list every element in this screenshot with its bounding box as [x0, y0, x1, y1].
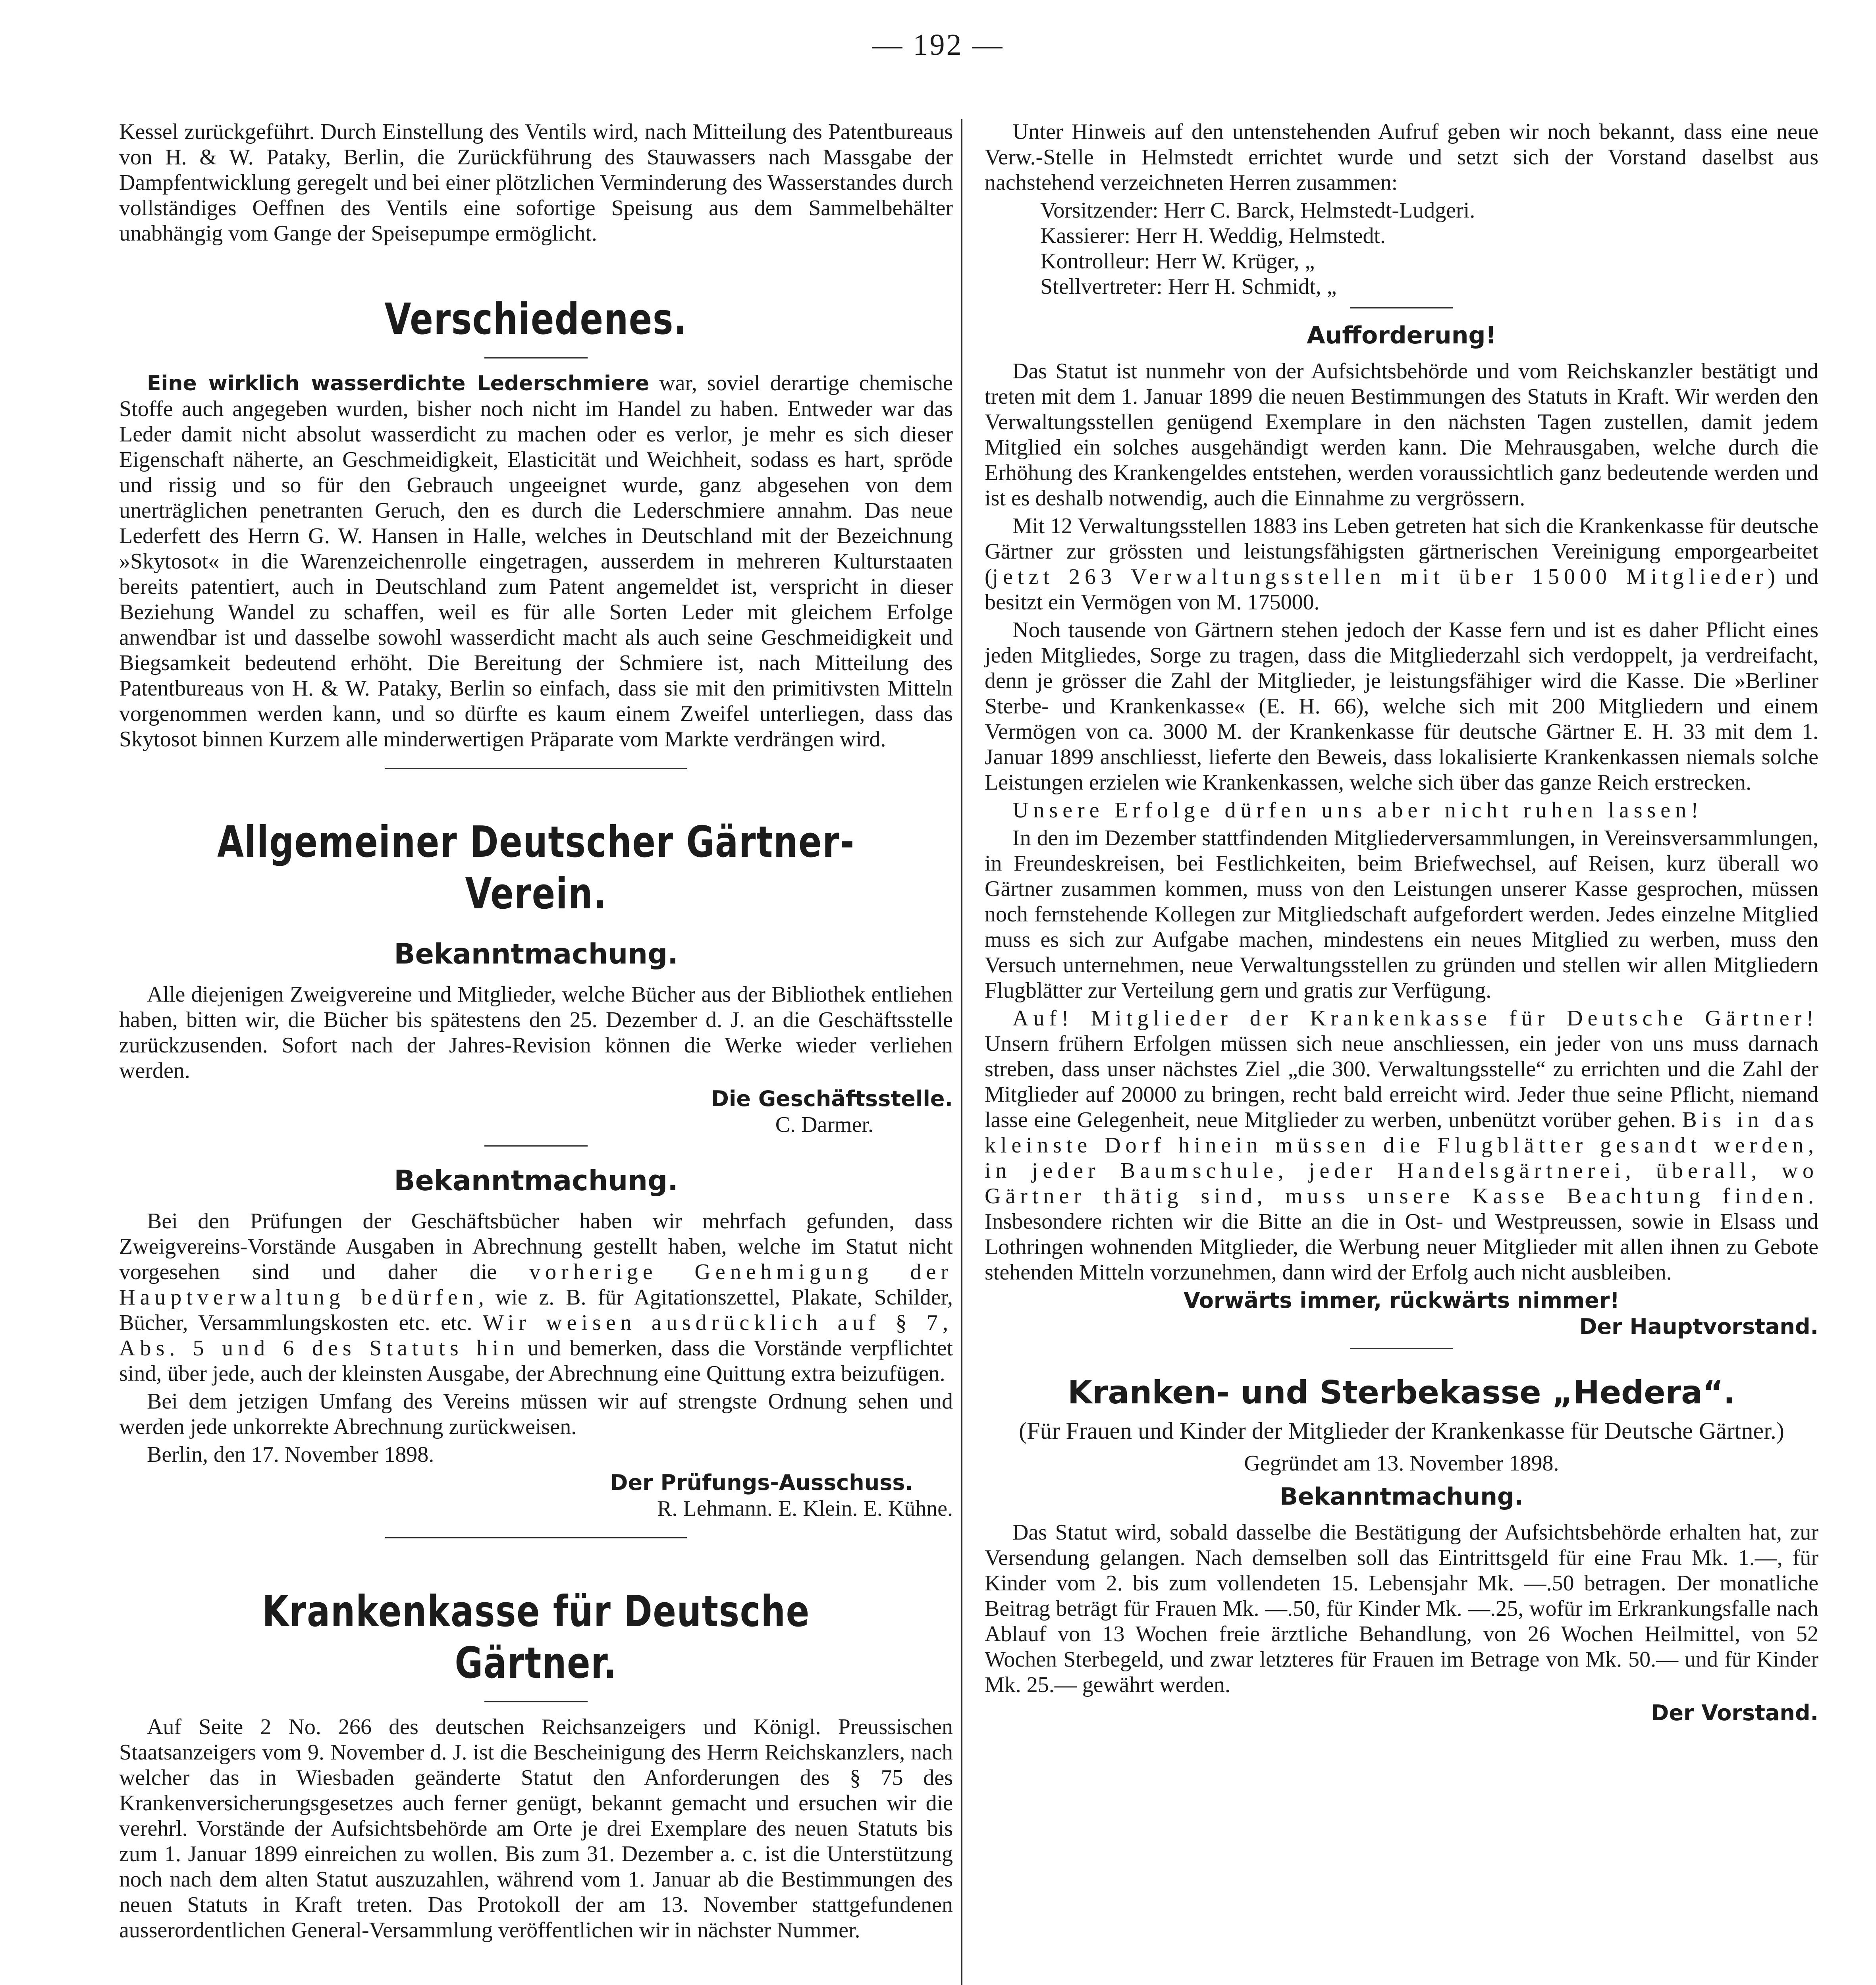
- aufforderung-paragraph-5: In den im Dezember stattfindenden Mitgliederversammlungen, in Vereinsversammlungen, in Freundeskreisen, bei Festlichkeiten, beim Briefwechsel, auf Reisen, kurz überall wo Gärtner zusammen kommen, muss von den Leistungen unserer Kasse gesprochen, müssen noch fernstehende Kollegen zur Mitgliedschaft aufgefordert werden. Jedes einzelne Mitglied muss es sich zur Aufgabe machen, mindestens ein neues Mitglied zu werben, muss den Versuch unternehmen, neue Verwaltungsstellen zu gründen und stellen wir allen Mitgliedern Flugblätter zur Verteilung gern und gratis zur Verfügung.: [985, 826, 1818, 1003]
- hedera-bekanntmachung-title: Bekanntmachung.: [1280, 1483, 1523, 1511]
- divider-rule: [484, 357, 588, 358]
- divider-rule: [484, 1145, 588, 1147]
- bekanntmachung-1-signature: Die Geschäftsstelle.: [711, 1086, 953, 1111]
- officer-line: Vorsitzender: Herr C. Barck, Helmstedt-Ludgeri.: [1040, 198, 1475, 223]
- divider-rule: [1350, 307, 1453, 308]
- column-divider: [961, 119, 962, 1985]
- divider-rule: [385, 768, 687, 769]
- hauptvorstand-signature: Der Hauptvorstand.: [1579, 1314, 1818, 1339]
- section-title-verein: Allgemeiner Deutscher Gärtner-Verein.: [217, 817, 855, 919]
- bek2-spaced-2: Wir weisen ausdrücklich auf § 7, Abs. 5 und 6 des Statuts hin: [119, 1310, 953, 1361]
- auf-p6-a: Unsern frühern Erfolgen müssen sich neue anschliessen, ein jeder von uns muss darnach streben, dass unser nächstes Ziel „die 300. Verwaltungsstelle“ zu errichten und die Zahl der Mitglieder auf 20000 zu bringen, recht bald erreicht wird. Jeder thue seine Pflicht, niemand lasse eine Gelegenheit, neue Mitglieder zu werben, unbenützt vorüber gehen.: [985, 1031, 1818, 1132]
- bekanntmachung-2-text-d: Bei dem jetzigen Umfang des Vereins müssen wir auf strengste Ordnung sehen und werden jede unkorrekte Abrechnung zurückweisen.: [119, 1389, 953, 1439]
- bekanntmachung-2-paragraph: [119, 1208, 953, 1386]
- aufforderung-paragraph-2: [985, 513, 1818, 615]
- hedera-paragraph: Das Statut wird, sobald dasselbe die Bestätigung der Aufsichtsbehörde erhalten hat, zur Versendung gelangen. Nach demselben soll das Eintrittsgeld für eine Frau Mk. 1.—, für Kinder vom 2. bis zum vollendeten 15. Lebensjahr Mk. —.50 betragen. Der monatliche Beitrag beträgt für Frauen Mk. —.50, für Kinder Mk. —.25, wofür im Erkrankungsfalle nach Ablauf von 13 Wochen freie ärztliche Behandlung, von 26 Wochen Heilmittel, von 52 Wochen Sterbegeld, und zwar letzteres für Frauen im Betrage von Mk. 50.— und für Kinder Mk. 25.— gewährt werden.: [985, 1520, 1818, 1697]
- lederschmiere-lead: Eine wirklich wasserdichte Lederschmiere: [147, 372, 650, 395]
- motto: Vorwärts immer, rückwärts nimmer!: [1183, 1288, 1620, 1313]
- hedera-signature: Der Vorstand.: [1651, 1700, 1818, 1725]
- hinweis-paragraph: Unter Hinweis auf den untenstehenden Aufruf geben wir noch bekannt, dass eine neue Verw.-Stelle in Helmstedt errichtet wurde und setzt sich der Vorstand daselbst aus nachstehend verzeichneten Herren zusammen:: [985, 119, 1818, 195]
- officer-line: Kontrolleur: Herr W. Krüger, „: [1040, 249, 1315, 274]
- divider-rule: [484, 1701, 588, 1702]
- bekanntmachung-1-text: Alle diejenigen Zweigvereine und Mitglieder, welche Bücher aus der Bibliothek entliehen haben, bitten wir, die Bücher bis spätestens den 25. Dezember d. J. an die Geschäftsstelle zurückzusenden. Sofort nach der Jahres-Revision können die Werke wieder verliehen werden.: [119, 982, 953, 1083]
- auf-p6-b: Insbesondere richten wir die Bitte an die in Ost- und Westpreussen, sowie in Elsass und Lothringen wohnenden Mitglieder, die Werbung neuer Mitglieder mit allen ihnen zu Gebote stehenden Mitteln vorzunehmen, dann wird der Erfolg auch nicht ausbleiben.: [985, 1209, 1818, 1285]
- officer-line: Stellvertreter: Herr H. Schmidt, „: [1040, 274, 1337, 299]
- bekanntmachung-2-title: Bekanntmachung.: [394, 1164, 678, 1197]
- bekanntmachung-1-title: Bekanntmachung.: [394, 938, 678, 970]
- auf-p6-spaced-2: Bis in das kleinste Dorf hinein müssen die Flugblätter gesandt werden, in jeder Baumschule, jeder Handelsgärtnerei, überall, wo Gärtner thätig sind, muss unsere Kasse Beachtung finden.: [985, 1108, 1818, 1208]
- aufforderung-paragraph-1: Das Statut ist nunmehr von der Aufsichtsbehörde und vom Reichskanzler bestätigt und treten mit dem 1. Januar 1899 die neuen Bestimmungen des Statuts in Kraft. Wir werden den Verwaltungsstellen genügend Exemplare in den nächsten Tagen zustellen, damit jedem Mitglied ein solches ausgehändigt werden kann. Die Mehrausgaben, welche durch die Erhöhung des Krankengeldes entstehen, werden voraussichtlich ganz bedeutende werden und ist es deshalb notwendig, auch die Einnahme zu vergrössern.: [985, 359, 1818, 511]
- left-column: [119, 119, 953, 1945]
- aufforderung-paragraph-4: Unsere Erfolge dürfen uns aber nicht ruhen lassen!: [1012, 798, 1703, 823]
- aufforderung-title: Aufforderung!: [1307, 322, 1496, 349]
- bek2-text-c: und bemerken, dass die Vorstände verpflichtet sind, über jede, auch der kleinsten Ausgabe, der Abrechnung eine Quittung extra beizufügen.: [119, 1336, 953, 1386]
- right-column: [985, 119, 1818, 1726]
- hedera-subtitle: (Für Frauen und Kinder der Mitglieder der Krankenkasse für Deutsche Gärtner.): [1019, 1418, 1784, 1444]
- divider-rule: [385, 1537, 687, 1538]
- bekanntmachung-1-name: C. Darmer.: [775, 1112, 873, 1137]
- aufforderung-paragraph-6: [985, 1006, 1818, 1285]
- auf-p2-a: Mit 12 Verwaltungsstellen 1883 ins Leben getreten hat sich die Krankenkasse für deutsche Gärtner zur grössten und leistungsfähigsten gärtnerischen Vereinigung emporgearbeitet (: [985, 514, 1818, 589]
- page-number: — 192 —: [872, 28, 1004, 62]
- officer-line: Kassierer: Herr H. Weddig, Helmstedt.: [1040, 224, 1386, 248]
- auf-p2-b: ) und besitzt ein Vermögen von M. 175000.: [985, 565, 1818, 615]
- hedera-title: Kranken- und Sterbekasse „Hedera“.: [1067, 1374, 1736, 1411]
- bekanntmachung-2-signature: Der Prüfungs-Ausschuss.: [610, 1470, 913, 1495]
- lederschmiere-paragraph: [119, 370, 953, 752]
- bek2-text-b: , wie z. B. für Agitationszettel, Plakate, Schilder, Bücher, Versammlungskosten etc. etc.: [119, 1285, 953, 1335]
- auf-p2-spaced: jetzt 263 Verwaltungsstellen mit über 15000 Mitglieder: [992, 565, 1768, 589]
- lederschmiere-text: war, soviel derartige chemische Stoffe auch angegeben wurden, bisher noch nicht im Handel zu haben. Entweder war das Leder damit nicht absolut wasserdicht zu machen oder es verlor, je mehr es sich dieser Eigenschaft näherte, an Geschmeidigkeit, Elasticität und Weichheit, sodass es hart, spröde und rissig und so für den Gebrauch ungeeignet wurde, ganz abgesehen von dem unerträglichen penetranten Geruch, den es durch die Lederschmiere annahm. Das neue Lederfett des Herrn G. W. Hansen in Halle, welches in Deutschland mit der Bezeichnung »Skytosot« in die Warenzeichenrolle eingetragen, ausserdem in mehreren Kulturstaaten bereits patentiert, auch in Deutschland zum Patent angemeldet ist, verspricht in dieser Beziehung Wandel zu schaffen, weil es für alle Sorten Leder mit gleichem Erfolge anwendbar ist und dasselbe sowohl wasserdicht macht als auch seine Geschmeidigkeit und Biegsamkeit bedeutend erhöht. Die Bereitung der Schmiere ist, nach Mitteilung des Patentbureaus von H. & W. Pataky, Berlin so einfach, dass sie mit den primitivsten Mitteln vorgenommen werden kann, und so dürfte es kaum einem Zweifel unterliegen, dass das Skytosot binnen Kurzem alle minderwertigen Präparate vom Markte verdrängen wird.: [119, 371, 953, 752]
- bek2-text-a: Bei den Prüfungen der Geschäftsbücher haben wir mehrfach gefunden, dass Zweigvereins-Vorstände Ausgaben in Abrechnung gestellt haben, welche im Statut nicht vorgesehen sind und daher die: [119, 1209, 953, 1284]
- bek2-spaced-1: vorherige Genehmigung der Hauptverwaltung bedürfen: [119, 1260, 953, 1310]
- section-title-krankenkasse: Krankenkasse für Deutsche Gärtner.: [262, 1587, 810, 1688]
- auf-p6-spaced: Auf! Mitglieder der Krankenkasse für Deutsche Gärtner!: [1012, 1006, 1818, 1031]
- divider-rule: [1350, 1348, 1453, 1349]
- intro-paragraph: Kessel zurückgeführt. Durch Einstellung des Ventils wird, nach Mitteilung des Patentbureaus von H. & W. Pataky, Berlin, die Zurückführung des Stauwassers nach Massgabe der Dampfentwicklung geregelt und bei einer plötzlichen Verminderung des Wasserstandes durch vollständiges Oeffnen des Ventils eine sofortige Speisung aus dem Sammelbehälter unabhängig vom Gange der Speisepumpe ermöglicht.: [119, 119, 953, 246]
- hedera-founded: Gegründet am 13. November 1898.: [1244, 1451, 1559, 1476]
- bekanntmachung-2-date: Berlin, den 17. November 1898.: [147, 1442, 434, 1467]
- aufforderung-paragraph-3: Noch tausende von Gärtnern stehen jedoch der Kasse fern und ist es daher Pflicht eines jeden Mitgliedes, Sorge zu tragen, dass die Mitgliederzahl sich verdoppelt, ja verdreifacht, denn je grösser die Zahl der Mitglieder, je leistungsfähiger wird die Kasse. Die »Berliner Sterbe- und Krankenkasse« (E. H. 66), welche sich mit 200 Mitgliedern und einem Vermögen von ca. 3000 M. der Krankenkasse für deutsche Gärtner E. H. 33 mit dem 1. Januar 1899 anschliesst, lieferte den Beweis, dass lokalisierte Krankenkassen niemals solche Leistungen erzielen wie Krankenkassen, welche sich über das ganze Reich erstrecken.: [985, 618, 1818, 795]
- section-title-verschiedenes: Verschiedenes.: [384, 295, 688, 344]
- krankenkasse-paragraph: Auf Seite 2 No. 266 des deutschen Reichsanzeigers und Königl. Preussischen Staatsanzeigers vom 9. November d. J. ist die Bescheinigung des Herrn Reichskanzlers, nach welcher das in Wiesbaden geänderte Statut den Anforderungen des § 75 des Krankenversicherungsgesetzes auch ferner genügt, bekannt gemacht und ersuchen wir die verehrl. Vorstände der Aufsichtsbehörde am Orte je drei Exemplare des neuen Statuts bis zum 1. Januar 1899 einreichen zu wollen. Bis zum 31. Dezember a. c. ist die Unterstützung noch nach dem alten Statut auszuzahlen, während vom 1. Januar ab die Bestimmungen des neuen Statuts in Kraft treten. Das Protokoll der am 13. November stattgefundenen ausserordentlichen General-Versammlung veröffentlichen wir in nächster Nummer.: [119, 1715, 953, 1943]
- bekanntmachung-2-names: R. Lehmann. E. Klein. E. Kühne.: [657, 1496, 953, 1521]
